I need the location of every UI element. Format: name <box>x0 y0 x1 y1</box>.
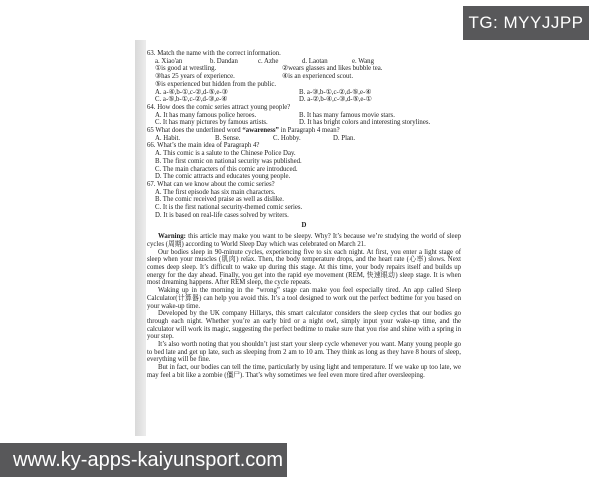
question-66-stem: 66. What’s the main idea of Paragraph 4? <box>147 142 260 150</box>
option-65-d: D. Plan. <box>333 134 356 142</box>
warning-label: Warning: <box>158 233 186 241</box>
option-64-d: D. It has bright colors and interesting storylines. <box>299 119 431 127</box>
question-63-clue-row-1 <box>147 65 461 73</box>
question-65-options <box>147 135 461 143</box>
name-option-a: a. Xiao'an <box>155 57 183 65</box>
option-64-b: B. It has many famous movie stars. <box>299 111 395 119</box>
option-63-b: B. a-③,b-①,c-②,d-⑤,e-④ <box>299 88 372 96</box>
option-67-c: C. It is the first national security-themed comic series. <box>155 204 303 212</box>
passage-paragraph-4: Developed by the UK company Hillarys, this smart calculator considers the sleep cycles that our bodies go through each night. Whether you’re an early bird or a night owl, simply input your wake-up time, and the calculator will work its magic, suggesting the perfect bedtime to make sure that you rise and shine with a spring in your step. <box>147 310 461 341</box>
question-63-stem: 63. Match the name with the correct information. <box>147 50 281 57</box>
option-65-b: B. Sense. <box>215 134 241 142</box>
question-64-stem: 64. How does the comic series attract young people? <box>147 103 291 111</box>
question-67-stem: 67. What can we know about the comic series? <box>147 180 275 188</box>
clue-4: ④is an experienced scout. <box>282 73 354 81</box>
page-spine-shadow <box>135 40 146 436</box>
option-65-c: C. Hobby. <box>273 134 301 142</box>
clue-3: ③has 25 years of experience. <box>155 73 235 81</box>
question-65-stem <box>147 127 461 135</box>
name-option-d: d. Laotan <box>302 57 328 65</box>
passage-section-label: D <box>301 222 307 230</box>
passage-paragraph-6: But in fact, our bodies can tell the time, particularly by using light and temperature. If we wake up too late, we may feel a bit like a zombie (僵尸). That’s why sometimes we feel even more tired after oversleeping. <box>147 364 461 379</box>
question-64 <box>147 104 461 127</box>
option-67-b: B. The comic received praise as well as dislike. <box>155 196 284 204</box>
option-63-a: A. a-④,b-①,c-②,d-⑤,e-③ <box>155 88 228 96</box>
question-65-stem-suffix: in Paragraph 4 mean? <box>278 127 340 135</box>
question-63-clue-row-2 <box>147 73 461 81</box>
option-67-d: D. It is based on real-life cases solved by writers. <box>155 211 289 219</box>
reading-passage <box>147 233 461 379</box>
name-option-e: e. Wang <box>352 57 374 65</box>
question-67 <box>147 181 461 220</box>
clue-1: ①is good at wrestling. <box>155 65 217 73</box>
passage-paragraph-1 <box>147 233 461 248</box>
question-63 <box>147 50 461 104</box>
question-65 <box>147 127 461 142</box>
question-65-stem-prefix: 65 What does the underlined word <box>147 127 243 135</box>
question-63-clue-row-3 <box>147 81 461 89</box>
question-63-options-cd <box>147 96 461 104</box>
option-66-b: B. The first comic on national security was published. <box>155 157 302 165</box>
clue-2: ②wears glasses and likes bubble tea. <box>282 65 383 73</box>
name-option-c: c. Azhe <box>258 57 279 65</box>
option-66-d: D. The comic attracts and educates young people. <box>155 173 291 181</box>
option-67-a: A. The first episode has six main characters. <box>155 188 276 196</box>
name-option-b: b. Dandan <box>210 57 238 65</box>
option-64-a: A. It has many famous police heroes. <box>155 111 257 119</box>
option-63-c: C. a-⑤,b-①,c-②,d-③,e-④ <box>155 96 228 104</box>
option-64-c: C. It has many pictures by famous artists. <box>155 119 268 127</box>
question-65-underlined-word: “awareness” <box>242 127 279 135</box>
website-watermark-bar: www.ky-apps-kaiyunsport.com <box>0 443 287 477</box>
passage-paragraph-1-text: this article may make you want to be sleepy. Why? It’s because we’re studying the world of sleep cycles (周期) according to World Sleep Day which was celebrated on March 21. <box>147 233 461 248</box>
clue-5: ⑤is experienced but hidden from the public. <box>155 80 277 88</box>
question-66 <box>147 142 461 181</box>
option-65-a: A. Habit. <box>155 134 181 142</box>
question-64-options-cd <box>147 119 461 127</box>
passage-paragraph-3: Waking up in the morning in the “wrong” stage can make you feel especially tired. An app called Sleep Calculator(计算器) can help you avoid this. It’s a tool designed to work out the perfect bedtime for you based on your wake-up time. <box>147 287 461 310</box>
exam-page-content <box>147 50 461 380</box>
passage-paragraph-5: It’s also worth noting that you shouldn’t just start your sleep cycle whenever you want. Many young people go to bed late and get up late, such as sleeping from 2 am to 10 am. They think as long as they have 8 hours of sleep, everything will be fine. <box>147 341 461 364</box>
telegram-watermark-badge: TG: MYYJJPP <box>463 6 589 40</box>
passage-paragraph-2: Our bodies sleep in 90-minute cycles, experiencing five to six each night. At first, you enter a light stage of sleep when your muscles (肌肉) relax. Then, the body temperature drops, and the heart rate (心率) slows. Next comes deep sleep. It’s difficult to wake up during this stage. At this time, your body repairs itself and builds up energy for the day ahead. Finally, you get into the rapid eye movement (REM, 快速眼动) sleep stage. It is when most dreaming happens. After REM sleep, the cycle repeats. <box>147 248 461 287</box>
option-66-a: A. This comic is a salute to the Chinese Police Day. <box>155 150 296 158</box>
option-63-d: D. a-②,b-④,c-③,d-⑤,e-① <box>299 96 372 104</box>
option-66-c: C. The main characters of this comic are introduced. <box>155 165 298 173</box>
question-64-options-ab <box>147 112 461 120</box>
